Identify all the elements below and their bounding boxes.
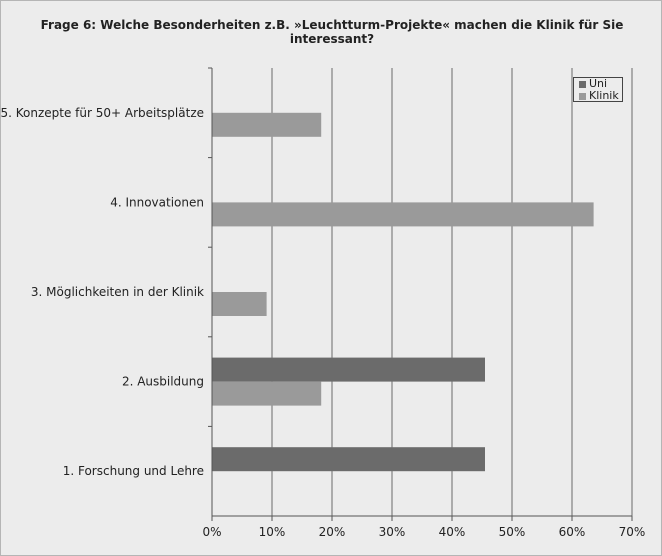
bars	[212, 113, 594, 471]
x-tick-label: 40%	[438, 525, 466, 539]
legend-entry-klinik	[579, 90, 622, 102]
labels	[0, 106, 645, 539]
x-tick-label: 50%	[498, 525, 526, 539]
x-tick-label: 0%	[202, 525, 222, 539]
category-label: 2. Ausbildung	[121, 374, 204, 389]
bar-klinik	[212, 202, 594, 226]
chart-title: Frage 6: Welche Besonderheiten z.B. »Leuchtturm-Projekte« machen die Klinik für Sie interessant?	[40, 18, 624, 46]
legend-swatch-klinik	[579, 93, 586, 100]
legend	[573, 77, 623, 102]
category-label: 4. Innovationen	[110, 195, 204, 210]
x-tick-label: 10%	[258, 525, 286, 539]
category-label: 5. Konzepte für 50+ Arbeitsplätze	[0, 105, 204, 120]
legend-label-uni: Uni	[589, 77, 608, 90]
bar-klinik	[212, 113, 321, 137]
x-tick-label: 60%	[558, 525, 586, 539]
bar-uni	[212, 447, 485, 471]
legend-label-klinik: Klinik	[589, 89, 619, 102]
category-label: 1. Forschung und Lehre	[62, 464, 204, 479]
x-tick-label: 30%	[378, 525, 406, 539]
x-tick-label: 20%	[318, 525, 346, 539]
category-label: 3. Möglichkeiten in der Klinik	[30, 285, 204, 299]
bar-klinik	[212, 292, 267, 316]
bar-uni	[212, 358, 485, 382]
bar-klinik	[212, 382, 321, 406]
x-tick-label: 70%	[618, 525, 646, 539]
legend-swatch-uni	[579, 81, 586, 88]
